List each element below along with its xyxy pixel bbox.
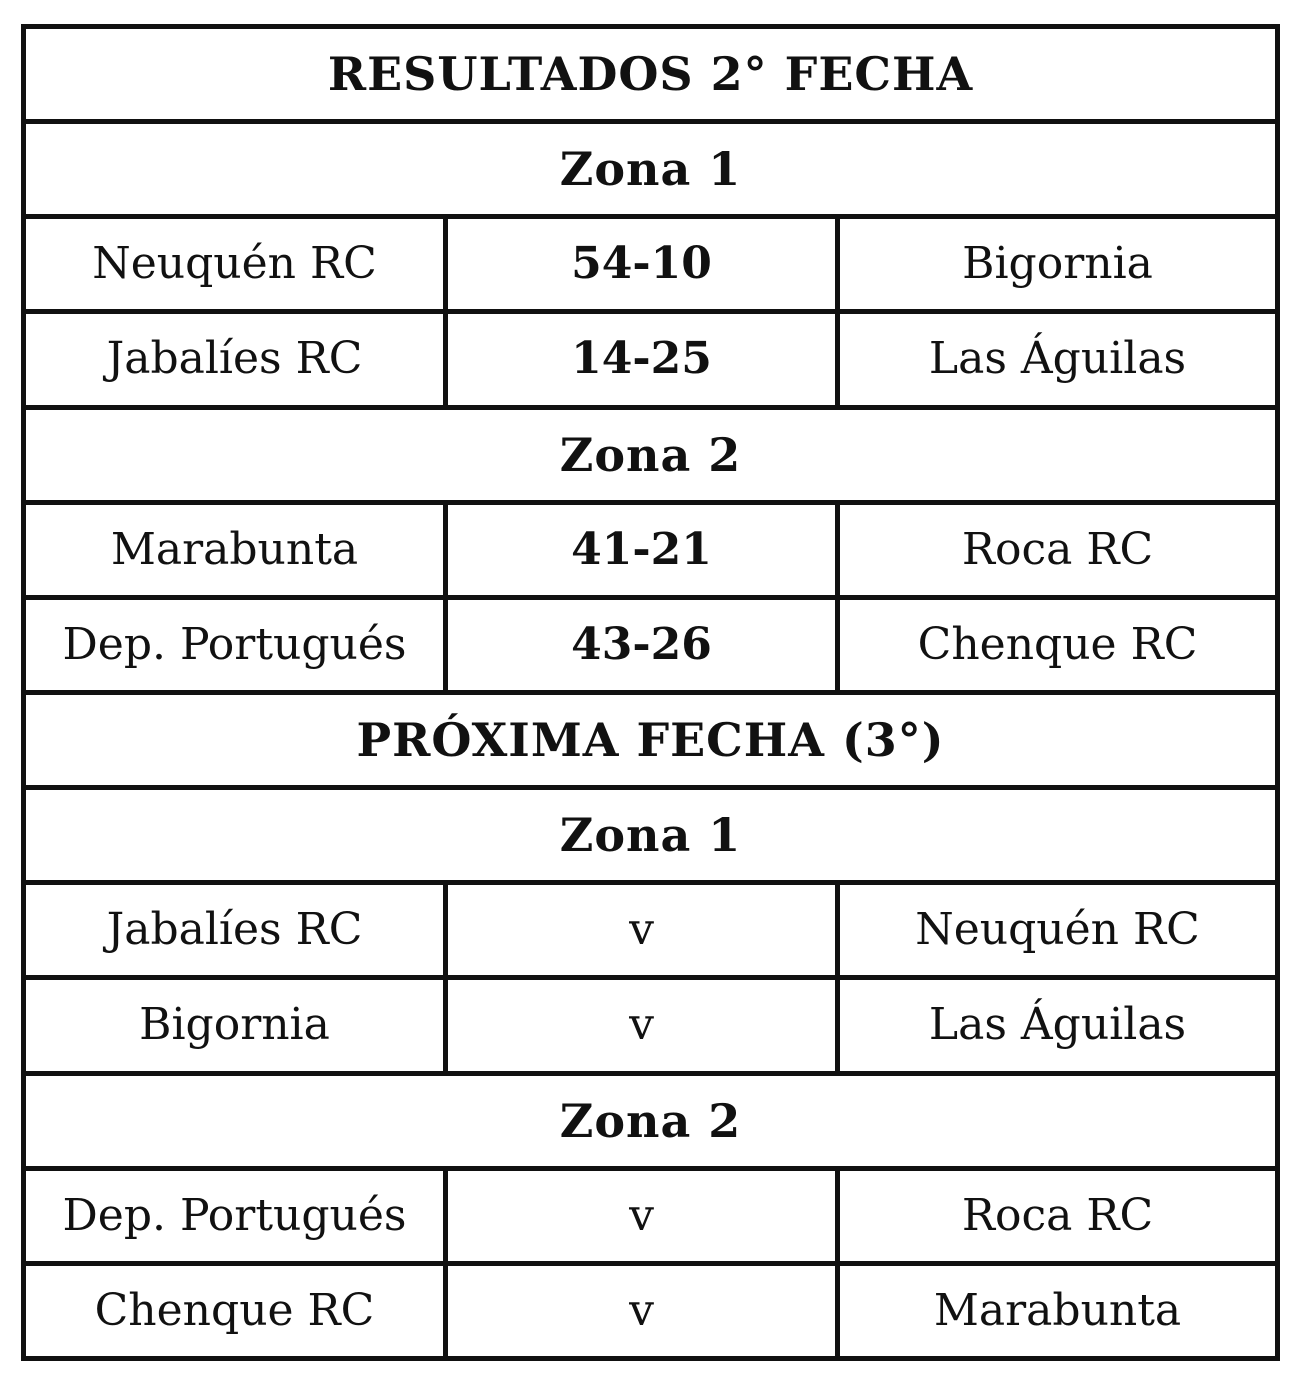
table-row <box>24 1168 1278 1263</box>
fixtures-table <box>21 24 1280 1361</box>
away-team: Neuquén RC <box>838 883 1278 978</box>
match-score: 43-26 <box>446 597 838 692</box>
versus-label: v <box>446 1168 838 1263</box>
home-team: Neuquén RC <box>24 217 446 312</box>
home-team: Dep. Portugués <box>24 597 446 692</box>
zone-title: Zona 2 <box>24 1073 1278 1168</box>
results-title: RESULTADOS 2° FECHA <box>24 27 1278 122</box>
zone-header-row <box>24 122 1278 217</box>
home-team: Dep. Portugués <box>24 1168 446 1263</box>
table-row <box>24 883 1278 978</box>
zone-title: Zona 1 <box>24 122 1278 217</box>
home-team: Jabalíes RC <box>24 883 446 978</box>
match-score: 14-25 <box>446 312 838 407</box>
away-team: Las Águilas <box>838 312 1278 407</box>
zone-header-row <box>24 788 1278 883</box>
versus-label: v <box>446 1263 838 1358</box>
versus-label: v <box>446 883 838 978</box>
table-row <box>24 597 1278 692</box>
match-score: 54-10 <box>446 217 838 312</box>
away-team: Las Águilas <box>838 978 1278 1073</box>
home-team: Bigornia <box>24 978 446 1073</box>
next-title-row <box>24 692 1278 787</box>
next-round-title: PRÓXIMA FECHA (3°) <box>24 692 1278 787</box>
match-score: 41-21 <box>446 502 838 597</box>
home-team: Chenque RC <box>24 1263 446 1358</box>
results-title-row <box>24 27 1278 122</box>
away-team: Marabunta <box>838 1263 1278 1358</box>
away-team: Roca RC <box>838 1168 1278 1263</box>
table-row <box>24 1263 1278 1358</box>
zone-header-row <box>24 407 1278 502</box>
table-row <box>24 502 1278 597</box>
table-row <box>24 312 1278 407</box>
home-team: Marabunta <box>24 502 446 597</box>
away-team: Bigornia <box>838 217 1278 312</box>
table-row <box>24 978 1278 1073</box>
zone-header-row <box>24 1073 1278 1168</box>
zone-title: Zona 1 <box>24 788 1278 883</box>
versus-label: v <box>446 978 838 1073</box>
away-team: Roca RC <box>838 502 1278 597</box>
zone-title: Zona 2 <box>24 407 1278 502</box>
home-team: Jabalíes RC <box>24 312 446 407</box>
away-team: Chenque RC <box>838 597 1278 692</box>
table-row <box>24 217 1278 312</box>
